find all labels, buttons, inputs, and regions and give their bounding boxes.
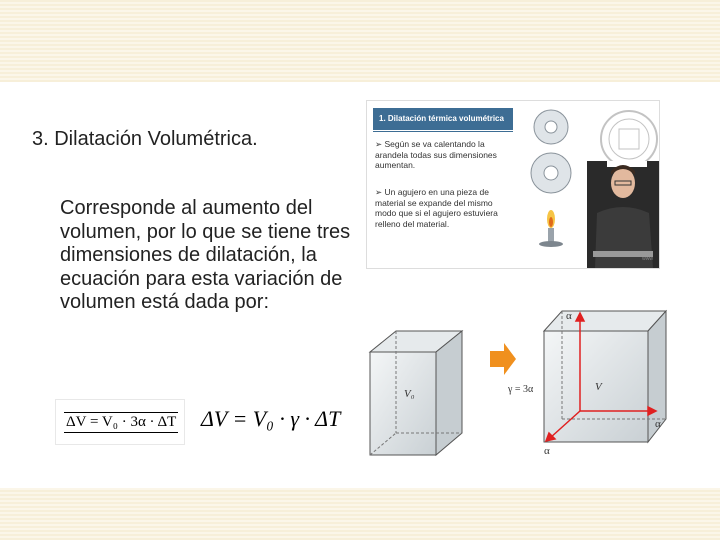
video-bullet-2: ➢ Un agujero en una pieza de material se expande del mismo modo que si el agujero estuviera relleno del material. [375, 187, 498, 229]
presenter-figure [587, 161, 659, 268]
slide-body-text: Corresponde al aumento del volumen, por lo que se tiene tres dimensiones de dilatación, la ecuación para esta variación de volumen está dada por: [60, 197, 351, 313]
alpha-label-bottom: α [544, 445, 550, 457]
cube-expansion-figure [366, 307, 667, 472]
burner-icon [539, 210, 563, 247]
slide-title: 3. Dilatación Volumétrica. [32, 128, 258, 150]
decorative-bottom-band [0, 488, 720, 540]
formula-box [56, 400, 184, 444]
washer-top-icon [534, 110, 568, 144]
decorative-top-band [0, 0, 720, 82]
alpha-label-top: α [566, 310, 572, 322]
video-bullet-1: ➢ Según se va calentando la arandela todas sus dimensiones aumentan. [375, 139, 497, 170]
university-seal-icon [601, 111, 657, 167]
alpha-label-right: α [655, 418, 661, 430]
v0-label: V₀ [404, 388, 415, 400]
large-cube [544, 311, 666, 442]
formula-boxed: ΔV = V₀ · 3α · ΔT [64, 412, 178, 433]
video-heading-rule [373, 131, 513, 132]
arrow-right-icon [490, 343, 516, 375]
gamma-label: γ = 3α [508, 384, 534, 395]
video-thumbnail[interactable] [367, 101, 659, 268]
video-footer: www [642, 256, 653, 262]
v-label: V [595, 381, 602, 393]
video-illustration [517, 101, 659, 268]
formula-main: ΔV = V₀ · γ · ΔT [201, 406, 341, 431]
video-heading: 1. Dilatación térmica volumétrica [373, 108, 513, 130]
small-cube [370, 331, 462, 455]
washer-bottom-icon [531, 153, 571, 193]
